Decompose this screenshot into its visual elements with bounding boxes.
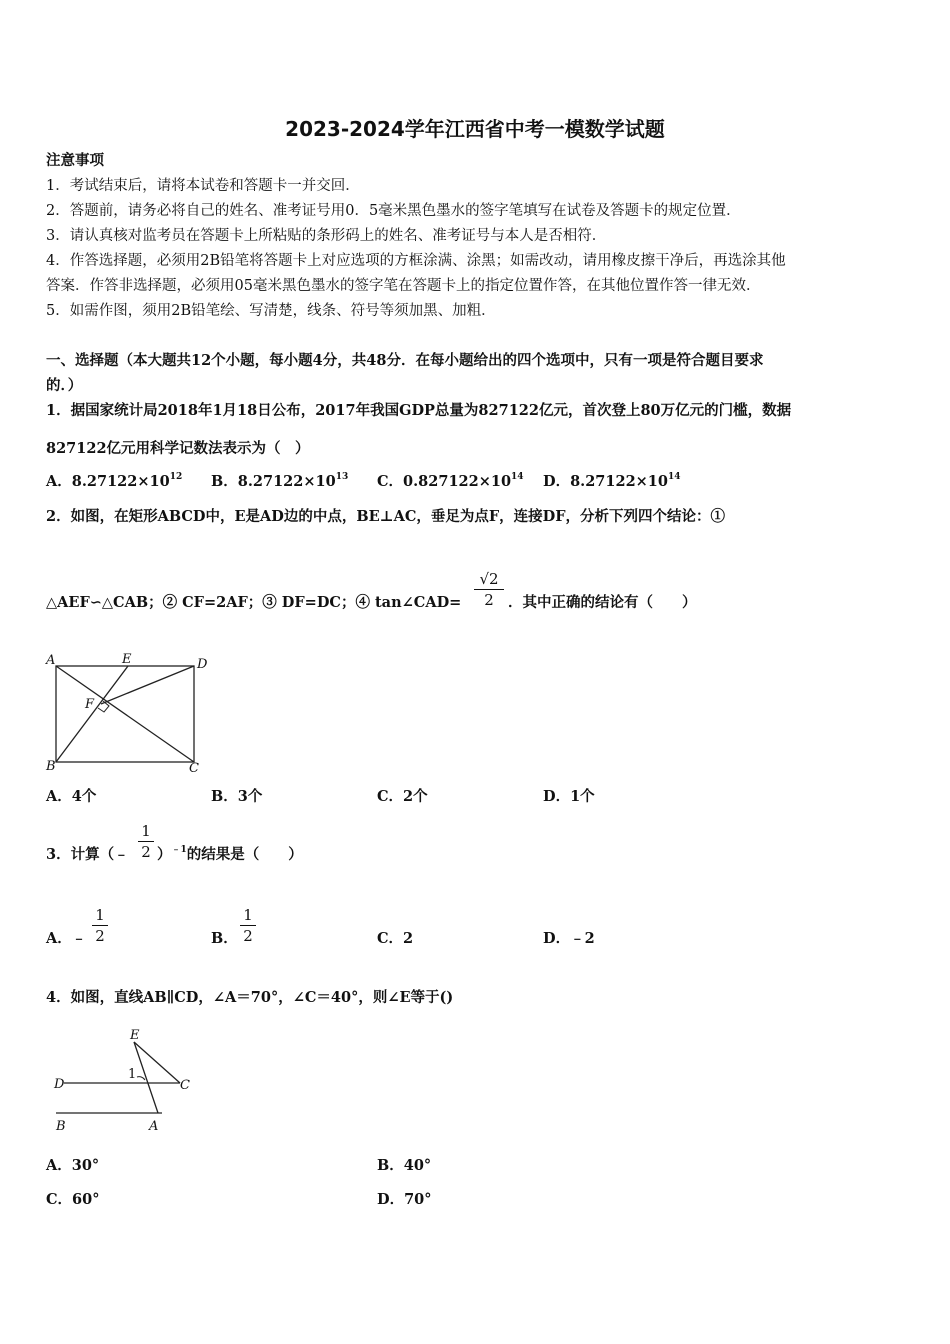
section-heading: 一、选择题（本大题共12个小题，每小题4分，共48分．在每小题给出的四个选项中，只有一项是符合题目要求 — [46, 352, 764, 369]
q2-stem: 2．如图，在矩形ABCD中，E是AD边的中点，BE⊥AC，垂足为点F，连接DF，分析下列四个结论：① — [46, 508, 726, 525]
fraction-denominator: 2 — [95, 927, 105, 945]
q1-stem-cont: 827122亿元用科学记数法表示为（ ） — [46, 440, 310, 457]
note-item: 1．考试结束后，请将本试卷和答题卡一并交回． — [46, 178, 360, 194]
q4-stem: 4．如图，直线AB∥CD，∠A＝70°，∠C＝40°，则∠E等于() — [46, 989, 454, 1006]
q3-stem-prefix: 3．计算（﹣ — [46, 846, 129, 863]
q3-option-c[interactable]: C．2 — [377, 930, 414, 947]
fraction-numerator: √2 — [479, 570, 499, 588]
fraction-denominator: 2 — [243, 927, 253, 945]
q1-option-d[interactable]: D．$8.27122\times 10^{14}$ — [543, 472, 681, 490]
label-c: C — [180, 1078, 190, 1093]
q2-stem-end: ．其中正确的结论有（ ） — [508, 594, 697, 611]
q3-option-a[interactable]: A．﹣ — [46, 930, 87, 947]
label-b: B — [46, 759, 56, 774]
label-a: A — [46, 653, 56, 668]
q2-fraction — [474, 570, 504, 609]
q1-option-c[interactable]: C．$0.827122\times 10^{14}$ — [377, 472, 524, 490]
fraction-denominator: 2 — [141, 843, 151, 861]
label-angle-1: 1 — [128, 1067, 137, 1082]
section-heading-cont: 的．） — [46, 377, 83, 394]
fraction-numerator: 1 — [243, 906, 253, 924]
q4-option-b[interactable]: B．40° — [377, 1157, 432, 1174]
q4-option-a[interactable]: A．30° — [46, 1157, 100, 1174]
q3-fraction — [138, 822, 154, 861]
q3-option-b[interactable]: B． — [211, 930, 238, 947]
q1-option-b[interactable]: B．$8.27122\times 10^{13}$ — [211, 472, 349, 490]
fraction-numerator: 1 — [95, 906, 105, 924]
note-item: 5．如需作图，须用2B铅笔绘、写清楚，线条、符号等须加黑、加粗． — [46, 303, 496, 319]
note-item: 3．请认真核对监考员在答题卡上所粘贴的条形码上的姓名、准考证号与本人是否相符． — [46, 228, 607, 244]
q4-option-c[interactable]: C．60° — [46, 1191, 100, 1208]
label-d: D — [54, 1077, 65, 1092]
q1-option-a[interactable]: A．$8.27122\times 10^{12}$ — [46, 472, 183, 490]
q3-option-d[interactable]: D．﹣2 — [543, 930, 595, 947]
q2-rectangle-figure — [40, 648, 220, 778]
label-c: C — [189, 761, 199, 776]
label-d: D — [197, 657, 208, 672]
q3-option-b-fraction — [240, 906, 256, 945]
label-f: F — [85, 697, 95, 712]
q2-stem-cont: △AEF∽△CAB；② CF=2AF；③ DF=DC；④ tan∠CAD= — [46, 594, 462, 611]
q3-option-a-fraction — [92, 906, 108, 945]
q4-option-d[interactable]: D．70° — [377, 1191, 432, 1208]
label-a: A — [149, 1119, 159, 1134]
notes-heading: 注意事项 — [46, 152, 104, 169]
fraction-numerator: 1 — [141, 822, 151, 840]
label-e: E — [122, 652, 132, 667]
note-item: 答案．作答非选择题，必须用05毫米黑色墨水的签字笔在答题卡上的指定位置作答，在其他位置作答一律无效． — [46, 278, 761, 294]
label-e: E — [130, 1028, 140, 1043]
label-b: B — [56, 1119, 66, 1134]
q2-option-d[interactable]: D．1个 — [543, 788, 595, 805]
note-item: 2．答题前，请务必将自己的姓名、准考证号用0．5毫米黑色墨水的签字笔填写在试卷及答题卡的规定位置． — [46, 203, 741, 219]
note-item: 4．作答选择题，必须用2B铅笔将答题卡上对应选项的方框涂满、涂黑；如需改动，请用橡皮擦干净后，再选涂其他 — [46, 253, 786, 269]
q4-parallel-lines-figure — [46, 1022, 206, 1140]
q2-option-a[interactable]: A．4个 — [46, 788, 97, 805]
q1-stem: 1．据国家统计局2018年1月18日公布，2017年我国GDP总量为827122亿元，首次登上80万亿元的门槛，数据 — [46, 402, 792, 419]
page-title: 2023-2024学年江西省中考一模数学试题 — [285, 117, 665, 141]
q2-option-c[interactable]: C．2个 — [377, 788, 428, 805]
q3-stem-suffix: ）$^{﹣1}$的结果是（ ） — [157, 845, 303, 863]
q2-option-b[interactable]: B．3个 — [211, 788, 263, 805]
fraction-denominator: 2 — [484, 591, 494, 609]
